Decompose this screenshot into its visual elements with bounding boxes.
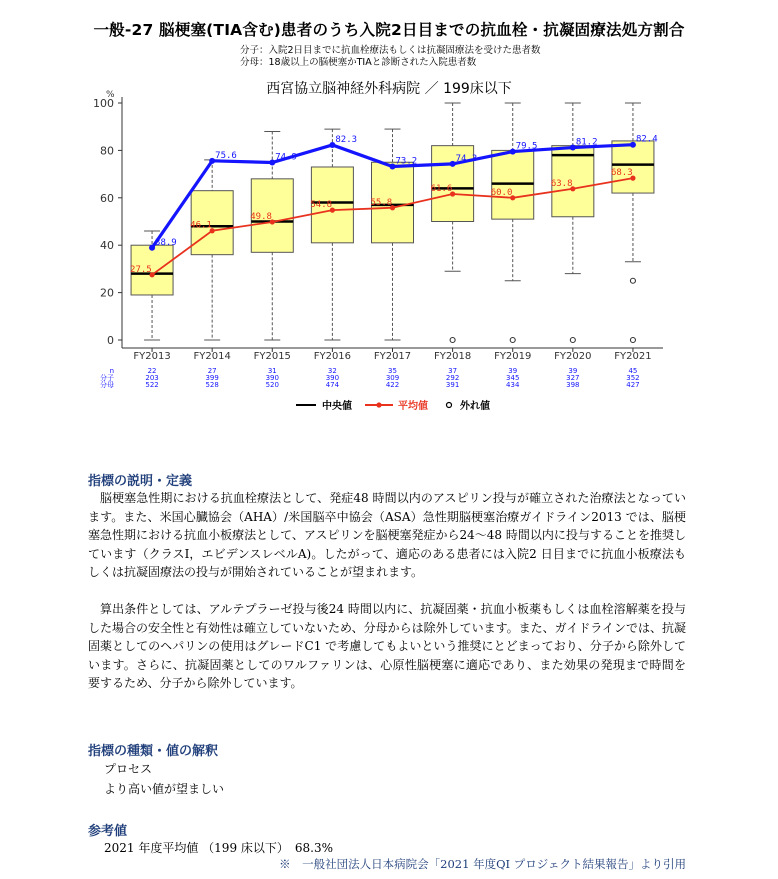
- source-citation: ※ 一般社団法人日本病院会「2021 年度QI プロジェクト結果報告」より引用: [279, 857, 686, 871]
- table-cell: 352: [626, 374, 640, 382]
- mean-data-label: 55.8: [370, 197, 393, 208]
- y-tick-label: 0: [107, 334, 114, 347]
- mean-data-label: 60.0: [490, 187, 513, 198]
- x-tick-label: FY2019: [494, 351, 532, 362]
- hospital-data-label: 73.2: [395, 156, 418, 167]
- table-cell: 31: [267, 367, 277, 375]
- mean-data-label: 54.8: [310, 200, 333, 211]
- explanation-paragraph-1: 脳梗塞急性期における抗血栓療法として、発症48 時間以内のアスピリン投与が確立された治療法となっています。また、米国心臓協会（AHA）/米国脳卒中協会（ASA）急性期脳梗塞治療ガイドライン2013 では、脳梗塞急性期における抗血小板療法として、アスピリンを脳梗塞発症から24～48 時間以内に投与することを推奨しています（クラスI，エビデンスレベルA)。したがって、適応のある患者には入院2 日目までに抗血小板療法もしくは抗凝固療法の投与が開始されていることが望まれます。: [88, 491, 686, 579]
- mean-data-label: 46.1: [190, 220, 212, 231]
- hospital-data-label: 74.3: [455, 153, 478, 164]
- y-tick-label: 40: [100, 239, 114, 253]
- x-tick-label: FY2020: [554, 351, 592, 362]
- legend-outlier-label: 外れ値: [460, 401, 490, 412]
- table-row-label: 分子: [100, 374, 114, 382]
- x-tick-label: FY2017: [373, 351, 412, 362]
- indicator-type-value: プロセス: [104, 762, 153, 776]
- table-row-label: 分母: [100, 381, 114, 389]
- table-cell: 203: [145, 374, 159, 382]
- table-cell: 391: [445, 381, 460, 389]
- table-cell: 390: [265, 374, 279, 382]
- hospital-data-label: 81.2: [575, 137, 598, 148]
- y-tick-label: 80: [100, 144, 114, 158]
- interpretation-text: より高い値が望ましい: [104, 782, 225, 796]
- y-unit-label: %: [106, 90, 115, 100]
- table-cell: 327: [566, 374, 580, 382]
- numerator-definition: 分子：入院2日目までに抗血栓療法もしくは抗凝固療法を受けた患者数: [240, 45, 541, 56]
- table-cell: 39: [508, 367, 518, 375]
- y-tick-label: 20: [100, 286, 114, 300]
- table-cell: 390: [325, 374, 340, 382]
- hospital-name: 西宮協立脳神経外科病院 ／ 199床以下: [266, 81, 512, 97]
- x-tick-label: FY2016: [313, 351, 352, 362]
- table-cell: 309: [385, 374, 400, 382]
- page-title: 一般-27 脳梗塞(TIA含む)患者のうち入院2日目までの抗血栓・抗凝固療法処方割合: [93, 21, 685, 39]
- box-iqr: [612, 141, 654, 193]
- mean-data-label: 49.8: [250, 211, 272, 222]
- outlier-point: [510, 338, 515, 343]
- legend-outlier-swatch: [442, 400, 456, 410]
- legend-median-label: 中央値: [322, 401, 352, 412]
- x-tick-label: FY2018: [433, 351, 472, 362]
- table-cell: 345: [506, 374, 520, 382]
- table-cell: 422: [385, 381, 400, 389]
- table-cell: 39: [568, 367, 578, 375]
- table-cell: 427: [626, 381, 640, 389]
- table-cell: 37: [448, 367, 458, 375]
- hospital-data-label: 82.4: [635, 134, 658, 145]
- table-row-label: n: [109, 367, 114, 375]
- outlier-point: [630, 338, 635, 343]
- table-cell: 292: [445, 374, 460, 382]
- x-tick-label: FY2021: [614, 351, 652, 362]
- table-cell: 398: [566, 381, 580, 389]
- explanation-heading: 指標の説明・定義: [88, 474, 193, 489]
- explanation-paragraph-2: 算出条件としては、アルテプラーゼ投与後24 時間以内に、抗凝固薬・抗血小板薬もしくは血栓溶解薬を投与した場合の安全性と有効性は確立していないため、分母からは除外しています。また、ガイドラインでは、抗凝固薬としてのヘパリンの使用はグレードC1 で考慮してもよいという推奨にとどまっており、分子から除外しています。さらに、抗凝固薬としてのワルファリンは、心原性脳梗塞に適応であり、また効果の発現まで時間を要するため、分子から除外しています。: [88, 602, 686, 690]
- table-cell: 520: [265, 381, 279, 389]
- hospital-data-label: 82.3: [335, 134, 358, 145]
- chart-legend: [296, 397, 490, 412]
- y-tick-label: 100: [93, 97, 114, 110]
- legend-mean-label: 平均値: [398, 401, 428, 412]
- legend-mean-swatch: [364, 400, 394, 410]
- outlier-point: [450, 338, 455, 343]
- table-cell: 35: [388, 367, 397, 375]
- table-cell: 399: [205, 374, 219, 382]
- table-cell: 474: [325, 381, 340, 389]
- mean-data-label: 63.8: [550, 178, 573, 189]
- table-cell: 27: [207, 367, 217, 375]
- x-tick-label: FY2015: [253, 351, 291, 362]
- indicator-type-heading: 指標の種類・値の解釈: [88, 744, 219, 759]
- y-tick-label: 60: [100, 191, 114, 205]
- table-cell: 32: [327, 367, 337, 375]
- outlier-point: [630, 278, 635, 283]
- boxplot-chart: [0, 0, 778, 420]
- table-cell: 45: [628, 367, 638, 375]
- denominator-definition: 分母：18歳以上の脳梗塞かTIAと診断された入院患者数: [240, 57, 477, 68]
- mean-data-label: 61.6: [430, 184, 453, 195]
- outlier-point: [570, 338, 575, 343]
- hospital-data-label: 79.5: [515, 141, 538, 152]
- table-cell: 528: [205, 381, 219, 389]
- table-cell: 522: [145, 381, 159, 389]
- mean-data-label: 68.3: [610, 168, 633, 179]
- reference-value: 2021 年度平均値 （199 床以下） 68.3%: [104, 841, 334, 855]
- hospital-data-label: 38.9: [155, 237, 177, 248]
- legend-median-swatch: [296, 404, 316, 406]
- hospital-data-label: 74.9: [275, 152, 297, 163]
- x-tick-label: FY2014: [193, 351, 231, 362]
- mean-data-label: 27.5: [130, 264, 152, 275]
- x-tick-label: FY2013: [133, 351, 171, 362]
- table-cell: 22: [147, 367, 157, 375]
- hospital-data-label: 75.6: [215, 150, 237, 161]
- table-cell: 434: [506, 381, 520, 389]
- reference-heading: 参考値: [88, 824, 128, 839]
